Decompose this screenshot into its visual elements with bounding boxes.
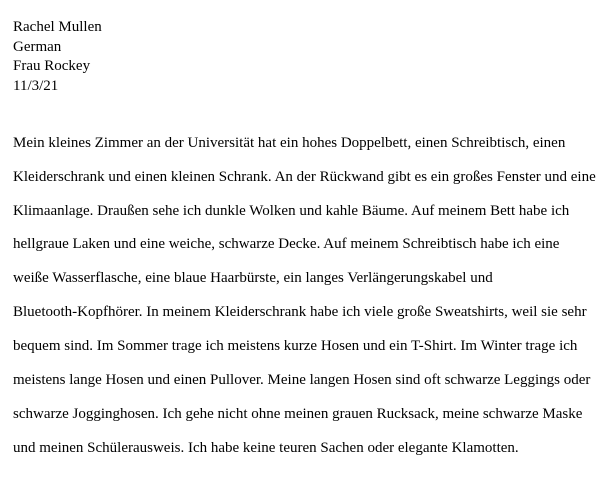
essay-line: schwarze Jogginghosen. Ich gehe nicht ohne meinen grauen Rucksack, meine schwarze Maske [13, 405, 583, 422]
essay-line: hellgraue Laken und eine weiche, schwarze Decke. Auf meinem Schreibtisch habe ich eine [13, 236, 560, 253]
course-name: German [13, 38, 62, 55]
document-date: 11/3/21 [13, 78, 59, 95]
essay-line: Kleiderschrank und einen kleinen Schrank. An der Rückwand gibt es ein großes Fenster und eine [13, 168, 596, 185]
essay-line: Mein kleines Zimmer an der Universität hat ein hohes Doppelbett, einen Schreibtisch, einen [13, 134, 566, 151]
student-name: Rachel Mullen [13, 19, 102, 35]
document-header [13, 18, 588, 97]
essay-line: bequem sind. Im Sommer trage ich meistens kurze Hosen und ein T-Shirt. Im Winter trage ich [13, 338, 578, 355]
essay-line: Klimaanlage. Draußen sehe ich dunkle Wolken und kahle Bäume. Auf meinem Bett habe ich [13, 202, 570, 219]
essay-line: und meinen Schülerausweis. Ich habe keine teuren Sachen oder elegante Klamotten. [13, 439, 519, 456]
document-page [13, 18, 596, 473]
teacher-name: Frau Rockey [13, 58, 91, 75]
essay-paragraph [13, 134, 596, 473]
essay-line: weiße Wasserflasche, eine blaue Haarbürste, ein langes Verlängerungskabel und [13, 270, 493, 287]
essay-line: meistens lange Hosen und einen Pullover. Meine langen Hosen sind oft schwarze Leggings oder [13, 372, 591, 389]
essay-line: Bluetooth-Kopfhörer. In meinem Kleiderschrank habe ich viele große Sweatshirts, weil sie sehr [13, 304, 587, 321]
